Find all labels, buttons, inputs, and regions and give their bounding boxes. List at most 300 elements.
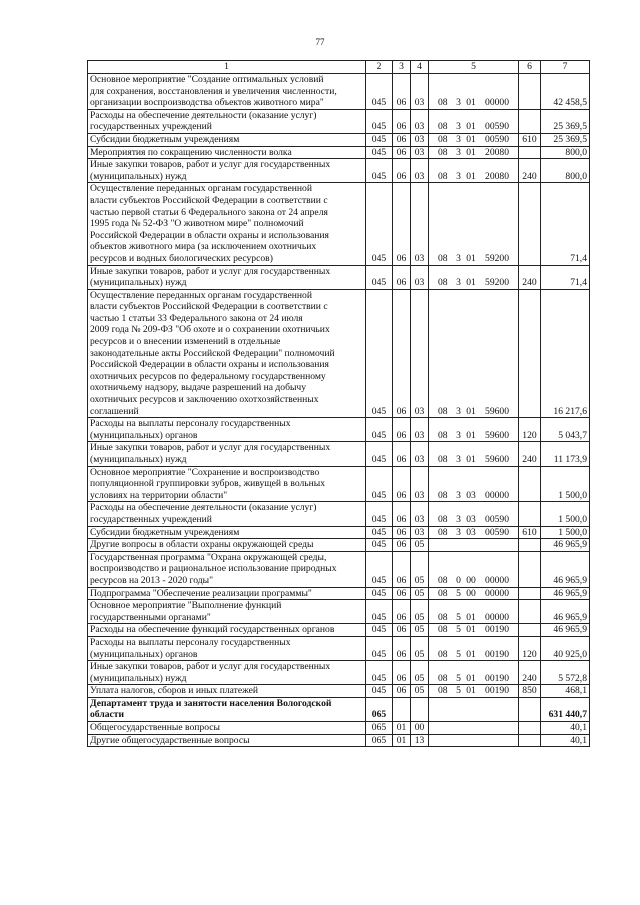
expense-kind-cell: 610 xyxy=(519,133,541,146)
table-row xyxy=(88,539,590,552)
table-header-row xyxy=(88,61,590,74)
header-cell: 2 xyxy=(366,61,393,74)
target-article-part: 01 xyxy=(466,146,476,158)
target-article-part: 3 xyxy=(456,454,461,465)
target-article-cell xyxy=(429,624,519,637)
target-article-part: 01 xyxy=(466,252,476,264)
table-row xyxy=(88,636,590,660)
section-code-cell: 06 xyxy=(393,587,411,600)
expense-kind-cell xyxy=(519,74,541,110)
section-code-cell: 06 xyxy=(393,74,411,110)
target-article-part: 00000 xyxy=(485,97,509,109)
target-article-part: 08 xyxy=(438,672,448,684)
target-article-cell xyxy=(429,265,519,289)
amount-cell: 468,1 xyxy=(541,685,590,698)
expense-name-line: Расходы на выплаты персоналу государственных xyxy=(90,418,291,430)
section-code-cell: 06 xyxy=(393,502,411,526)
section-code-cell: 06 xyxy=(393,624,411,637)
target-article-part: 08 xyxy=(438,513,448,525)
expense-kind-cell xyxy=(519,734,541,747)
expense-name-line: 1995 года № 52-ФЗ "О животном мире" полномочий xyxy=(90,218,304,230)
expense-name-line: охотничьему надзору, выдаче разрешений на добычу xyxy=(90,382,307,394)
expense-name-cell xyxy=(88,265,366,289)
expense-kind-cell xyxy=(519,587,541,600)
amount-cell: 46 965,9 xyxy=(541,539,590,552)
target-article-part: 3 xyxy=(456,405,461,417)
target-article-cell xyxy=(429,587,519,600)
expense-name-cell xyxy=(88,502,366,526)
target-article-part: 5 xyxy=(456,648,461,660)
expense-name-cell xyxy=(88,442,366,466)
target-article-cell xyxy=(429,466,519,502)
amount-cell: 1 500,0 xyxy=(541,526,590,539)
section-code-cell: 06 xyxy=(393,183,411,265)
target-article-part: 01 xyxy=(466,97,476,109)
table-row xyxy=(88,685,590,698)
department-code-cell: 045 xyxy=(366,685,393,698)
expense-name-cell xyxy=(88,587,366,600)
target-article-part: 00190 xyxy=(485,648,509,660)
department-code-cell: 045 xyxy=(366,183,393,265)
subsection-code-cell: 05 xyxy=(411,539,429,552)
expense-name-line: 2009 года № 209-ФЗ "Об охоте и о сохранении охотничьих xyxy=(90,324,330,336)
expense-kind-cell: 240 xyxy=(519,661,541,685)
table-row xyxy=(88,289,590,418)
expense-name-line: Департамент труда и занятости населения Вологодской xyxy=(90,697,332,709)
target-article-part: 00190 xyxy=(485,672,509,684)
target-article-cell xyxy=(429,551,519,587)
expense-name-line: (муниципальных) органов xyxy=(90,648,198,660)
target-article-part: 59600 xyxy=(485,405,509,417)
department-code-cell: 065 xyxy=(366,722,393,735)
amount-cell: 5 572,8 xyxy=(541,661,590,685)
expense-name-cell xyxy=(88,74,366,110)
amount-cell: 40,1 xyxy=(541,722,590,735)
target-article-part: 00 xyxy=(466,587,476,599)
section-code-cell: 06 xyxy=(393,133,411,146)
expense-name-line: государственных учреждений xyxy=(90,513,212,525)
target-article-part: 3 xyxy=(456,146,461,158)
department-code-cell: 045 xyxy=(366,289,393,418)
target-article-cell xyxy=(429,442,519,466)
expense-name-cell xyxy=(88,183,366,265)
target-article-cell xyxy=(429,539,519,552)
expense-kind-cell xyxy=(519,600,541,624)
amount-cell: 46 965,9 xyxy=(541,551,590,587)
target-article-part: 01 xyxy=(466,611,476,623)
target-article-cell xyxy=(429,289,519,418)
expense-name-line: ресурсов на 2013 - 2020 годы" xyxy=(90,574,214,586)
department-code-cell: 045 xyxy=(366,74,393,110)
department-code-cell: 045 xyxy=(366,265,393,289)
target-article-part: 5 xyxy=(456,685,461,697)
amount-cell: 71,4 xyxy=(541,265,590,289)
target-article-part: 08 xyxy=(438,97,448,109)
expense-name-line: Российской Федерации в области охраны и использования xyxy=(90,359,329,371)
department-code-cell: 045 xyxy=(366,146,393,159)
expense-name-line: ресурсов и водных биологических ресурсов) xyxy=(90,252,273,264)
expense-kind-cell: 240 xyxy=(519,265,541,289)
section-code-cell: 06 xyxy=(393,265,411,289)
amount-cell: 40 925,0 xyxy=(541,636,590,660)
expense-name-cell xyxy=(88,636,366,660)
target-article-part: 01 xyxy=(466,672,476,684)
expense-name-line: (муниципальных) нужд xyxy=(90,454,187,465)
expense-name-cell xyxy=(88,722,366,735)
expense-name-line: Осуществление переданных органам государственной xyxy=(90,289,312,301)
expense-name-line: популяционной группировки зубров, живущей в вольных xyxy=(90,478,326,490)
section-code-cell: 06 xyxy=(393,539,411,552)
amount-cell: 40,1 xyxy=(541,734,590,747)
table-row xyxy=(88,442,590,466)
expense-kind-cell xyxy=(519,146,541,159)
expense-name-cell xyxy=(88,551,366,587)
page-number: 77 xyxy=(315,37,325,47)
expense-name-line: Иные закупки товаров, работ и услуг для государственных xyxy=(90,661,331,673)
amount-cell: 42 458,5 xyxy=(541,74,590,110)
target-article-part: 08 xyxy=(438,587,448,599)
target-article-part: 00000 xyxy=(485,574,509,586)
department-code-cell: 045 xyxy=(366,661,393,685)
target-article-part: 08 xyxy=(438,146,448,158)
table-row xyxy=(88,587,590,600)
budget-table xyxy=(87,60,590,747)
target-article-part: 5 xyxy=(456,587,461,599)
target-article-cell xyxy=(429,636,519,660)
expense-name-line: (муниципальных) органов xyxy=(90,429,198,441)
target-article-part: 59200 xyxy=(485,252,509,264)
department-code-cell: 045 xyxy=(366,466,393,502)
amount-cell: 46 965,9 xyxy=(541,587,590,600)
target-article-part: 3 xyxy=(456,97,461,109)
section-code-cell: 06 xyxy=(393,442,411,466)
target-article-cell xyxy=(429,109,519,133)
expense-name-line: государственных учреждений xyxy=(90,121,212,133)
amount-cell: 16 217,6 xyxy=(541,289,590,418)
section-code-cell: 01 xyxy=(393,722,411,735)
department-code-cell: 065 xyxy=(366,697,393,721)
target-article-part: 01 xyxy=(466,405,476,417)
expense-name-line: объектов животного мира (за исключением охотничьих xyxy=(90,241,317,253)
target-article-part: 08 xyxy=(438,526,448,538)
table-row xyxy=(88,600,590,624)
expense-name-line: Уплата налогов, сборов и иных платежей xyxy=(90,685,259,697)
target-article-part: 20080 xyxy=(485,146,509,158)
expense-name-line: Иные закупки товаров, работ и услуг для государственных xyxy=(90,159,331,171)
table-row xyxy=(88,133,590,146)
target-article-part: 00590 xyxy=(485,526,509,538)
department-code-cell: 045 xyxy=(366,109,393,133)
target-article-part: 59200 xyxy=(485,277,509,289)
header-cell: 1 xyxy=(88,61,366,74)
target-article-cell xyxy=(429,526,519,539)
expense-kind-cell: 120 xyxy=(519,636,541,660)
expense-name-line: частью первой статьи 6 Федерального закона от 24 апреля xyxy=(90,206,328,218)
subsection-code-cell: 05 xyxy=(411,636,429,660)
target-article-part: 3 xyxy=(456,489,461,501)
expense-name-line: Расходы на выплаты персоналу государственных xyxy=(90,636,291,648)
target-article-part: 01 xyxy=(466,685,476,697)
amount-cell: 5 043,7 xyxy=(541,418,590,442)
expense-kind-cell: 240 xyxy=(519,442,541,466)
header-cell: 6 xyxy=(519,61,541,74)
subsection-code-cell: 05 xyxy=(411,587,429,600)
expense-kind-cell xyxy=(519,624,541,637)
target-article-part: 08 xyxy=(438,405,448,417)
expense-name-cell xyxy=(88,133,366,146)
subsection-code-cell: 03 xyxy=(411,133,429,146)
table-row xyxy=(88,265,590,289)
table-row xyxy=(88,624,590,637)
target-article-part: 08 xyxy=(438,252,448,264)
expense-kind-cell xyxy=(519,539,541,552)
target-article-part: 01 xyxy=(466,454,476,465)
amount-cell: 1 500,0 xyxy=(541,502,590,526)
expense-kind-cell xyxy=(519,289,541,418)
target-article-part: 03 xyxy=(466,526,476,538)
target-article-part: 08 xyxy=(438,624,448,636)
amount-cell: 46 965,9 xyxy=(541,600,590,624)
target-article-part: 00000 xyxy=(485,489,509,501)
expense-name-line: частью 1 статьи 33 Федерального закона от 24 июля xyxy=(90,312,303,324)
section-code-cell: 06 xyxy=(393,526,411,539)
subsection-code-cell: 05 xyxy=(411,600,429,624)
subsection-code-cell: 03 xyxy=(411,109,429,133)
expense-name-line: государственными органами" xyxy=(90,611,211,623)
target-article-part: 3 xyxy=(456,133,461,145)
target-article-part: 0 xyxy=(456,574,461,586)
table-row xyxy=(88,734,590,747)
target-article-part: 00190 xyxy=(485,685,509,697)
expense-name-line: Государственная программа "Охрана окружающей среды, xyxy=(90,551,327,563)
expense-name-line: Иные закупки товаров, работ и услуг для государственных xyxy=(90,265,331,277)
target-article-part: 3 xyxy=(456,513,461,525)
department-code-cell: 045 xyxy=(366,159,393,183)
target-article-part: 01 xyxy=(466,170,476,182)
table-row xyxy=(88,466,590,502)
amount-cell: 11 173,9 xyxy=(541,442,590,466)
expense-kind-cell xyxy=(519,697,541,721)
section-code-cell: 06 xyxy=(393,109,411,133)
subsection-code-cell: 03 xyxy=(411,146,429,159)
expense-name-line: Основное мероприятие "Сохранение и воспроизводство xyxy=(90,466,320,478)
subsection-code-cell: 03 xyxy=(411,526,429,539)
header-cell: 5 xyxy=(429,61,519,74)
table-row xyxy=(88,551,590,587)
target-article-part: 03 xyxy=(466,489,476,501)
expense-name-cell xyxy=(88,526,366,539)
expense-name-line: Расходы на обеспечение деятельности (оказание услуг) xyxy=(90,109,317,121)
target-article-cell xyxy=(429,74,519,110)
subsection-code-cell: 03 xyxy=(411,418,429,442)
subsection-code-cell: 05 xyxy=(411,551,429,587)
target-article-cell xyxy=(429,159,519,183)
target-article-part: 01 xyxy=(466,624,476,636)
section-code-cell: 06 xyxy=(393,600,411,624)
expense-name-cell xyxy=(88,685,366,698)
subsection-code-cell: 03 xyxy=(411,502,429,526)
expense-name-line: Основное мероприятие "Создание оптимальных условий xyxy=(90,74,324,85)
subsection-code-cell: 03 xyxy=(411,265,429,289)
target-article-cell xyxy=(429,600,519,624)
table-row xyxy=(88,502,590,526)
department-code-cell: 045 xyxy=(366,624,393,637)
target-article-part: 08 xyxy=(438,429,448,441)
expense-kind-cell: 120 xyxy=(519,418,541,442)
subsection-code-cell: 05 xyxy=(411,685,429,698)
expense-kind-cell xyxy=(519,466,541,502)
target-article-part: 00590 xyxy=(485,121,509,133)
target-article-part: 3 xyxy=(456,429,461,441)
target-article-part: 00590 xyxy=(485,133,509,145)
target-article-part: 03 xyxy=(466,513,476,525)
target-article-part: 00 xyxy=(466,574,476,586)
subsection-code-cell: 03 xyxy=(411,159,429,183)
expense-name-line: Другие вопросы в области охраны окружающей среды xyxy=(90,539,314,551)
target-article-cell xyxy=(429,133,519,146)
expense-name-line: Субсидии бюджетным учреждениям xyxy=(90,133,240,145)
expense-name-line: законодательные акты Российской Федерации" полномочий xyxy=(90,347,335,359)
section-code-cell xyxy=(393,697,411,721)
section-code-cell: 01 xyxy=(393,734,411,747)
table-row xyxy=(88,183,590,265)
expense-name-cell xyxy=(88,600,366,624)
expense-kind-cell: 610 xyxy=(519,526,541,539)
amount-cell: 25 369,5 xyxy=(541,109,590,133)
expense-name-line: Основное мероприятие "Выполнение функций xyxy=(90,600,282,612)
section-code-cell: 06 xyxy=(393,418,411,442)
subsection-code-cell: 03 xyxy=(411,289,429,418)
expense-name-line: охотничьих ресурсов по федеральному государственному xyxy=(90,370,326,382)
target-article-cell xyxy=(429,502,519,526)
subsection-code-cell: 03 xyxy=(411,466,429,502)
expense-name-line: Общегосударственные вопросы xyxy=(90,722,220,734)
target-article-part: 08 xyxy=(438,648,448,660)
section-code-cell: 06 xyxy=(393,661,411,685)
subsection-code-cell: 00 xyxy=(411,722,429,735)
target-article-part: 3 xyxy=(456,170,461,182)
department-code-cell: 045 xyxy=(366,526,393,539)
target-article-part: 01 xyxy=(466,277,476,289)
target-article-part: 5 xyxy=(456,611,461,623)
target-article-cell xyxy=(429,661,519,685)
expense-name-cell xyxy=(88,146,366,159)
section-code-cell: 06 xyxy=(393,289,411,418)
table-row xyxy=(88,661,590,685)
table-row xyxy=(88,526,590,539)
expense-name-line: Мероприятия по сокращению численности волка xyxy=(90,146,292,158)
expense-name-line: организации воспроизводства объектов животного мира" xyxy=(90,97,324,109)
expense-name-line: для сохранения, восстановления и увеличения численности, xyxy=(90,85,337,97)
table-row xyxy=(88,74,590,110)
target-article-part: 00000 xyxy=(485,587,509,599)
department-code-cell: 045 xyxy=(366,442,393,466)
amount-cell: 800,0 xyxy=(541,159,590,183)
expense-name-cell xyxy=(88,109,366,133)
expense-name-cell xyxy=(88,159,366,183)
expense-name-line: Подпрограмма "Обеспечение реализации программы" xyxy=(90,587,312,599)
section-code-cell: 06 xyxy=(393,146,411,159)
target-article-part: 5 xyxy=(456,672,461,684)
expense-name-line: Российской Федерации в области охраны и использования xyxy=(90,229,329,241)
amount-cell: 1 500,0 xyxy=(541,466,590,502)
subsection-code-cell: 03 xyxy=(411,442,429,466)
expense-name-cell xyxy=(88,466,366,502)
expense-name-line: условиях на территории области" xyxy=(90,489,228,501)
table-row xyxy=(88,697,590,721)
target-article-cell xyxy=(429,734,519,747)
table-body xyxy=(88,61,590,747)
expense-kind-cell xyxy=(519,722,541,735)
header-cell: 4 xyxy=(411,61,429,74)
target-article-part: 08 xyxy=(438,454,448,465)
department-code-cell: 045 xyxy=(366,587,393,600)
expense-name-cell xyxy=(88,539,366,552)
target-article-part: 01 xyxy=(466,648,476,660)
expense-name-cell xyxy=(88,661,366,685)
amount-cell: 46 965,9 xyxy=(541,624,590,637)
expense-name-cell xyxy=(88,697,366,721)
expense-name-cell xyxy=(88,734,366,747)
header-cell: 3 xyxy=(393,61,411,74)
expense-name-cell xyxy=(88,418,366,442)
target-article-part: 01 xyxy=(466,133,476,145)
amount-cell: 71,4 xyxy=(541,183,590,265)
department-code-cell: 045 xyxy=(366,551,393,587)
target-article-part: 59600 xyxy=(485,429,509,441)
expense-name-line: (муниципальных) нужд xyxy=(90,170,187,182)
department-code-cell: 045 xyxy=(366,539,393,552)
table-row xyxy=(88,159,590,183)
expense-kind-cell: 240 xyxy=(519,159,541,183)
expense-kind-cell xyxy=(519,551,541,587)
department-code-cell: 045 xyxy=(366,418,393,442)
subsection-code-cell: 05 xyxy=(411,661,429,685)
expense-name-line: ресурсов и о внесении изменений в отдельные xyxy=(90,336,281,348)
target-article-part: 08 xyxy=(438,489,448,501)
target-article-part: 3 xyxy=(456,277,461,289)
target-article-part: 08 xyxy=(438,277,448,289)
subsection-code-cell: 03 xyxy=(411,183,429,265)
expense-kind-cell xyxy=(519,502,541,526)
subsection-code-cell: 05 xyxy=(411,624,429,637)
section-code-cell: 06 xyxy=(393,466,411,502)
expense-name-line: Иные закупки товаров, работ и услуг для государственных xyxy=(90,442,331,454)
expense-kind-cell xyxy=(519,183,541,265)
subsection-code-cell: 03 xyxy=(411,74,429,110)
target-article-part: 01 xyxy=(466,429,476,441)
target-article-part: 01 xyxy=(466,121,476,133)
department-code-cell: 045 xyxy=(366,600,393,624)
target-article-part: 3 xyxy=(456,526,461,538)
target-article-cell xyxy=(429,418,519,442)
header-cell: 7 xyxy=(541,61,590,74)
department-code-cell: 045 xyxy=(366,502,393,526)
target-article-part: 3 xyxy=(456,252,461,264)
expense-name-line: власти субъектов Российской Федерации в соответствии с xyxy=(90,301,328,313)
target-article-part: 00000 xyxy=(485,611,509,623)
target-article-part: 20080 xyxy=(485,170,509,182)
target-article-cell xyxy=(429,685,519,698)
expense-name-line: (муниципальных) нужд xyxy=(90,277,187,289)
amount-cell: 631 440,7 xyxy=(541,697,590,721)
target-article-part: 08 xyxy=(438,170,448,182)
target-article-part: 00590 xyxy=(485,513,509,525)
target-article-part: 08 xyxy=(438,121,448,133)
target-article-cell xyxy=(429,697,519,721)
expense-name-line: Субсидии бюджетным учреждениям xyxy=(90,526,240,538)
expense-kind-cell xyxy=(519,109,541,133)
